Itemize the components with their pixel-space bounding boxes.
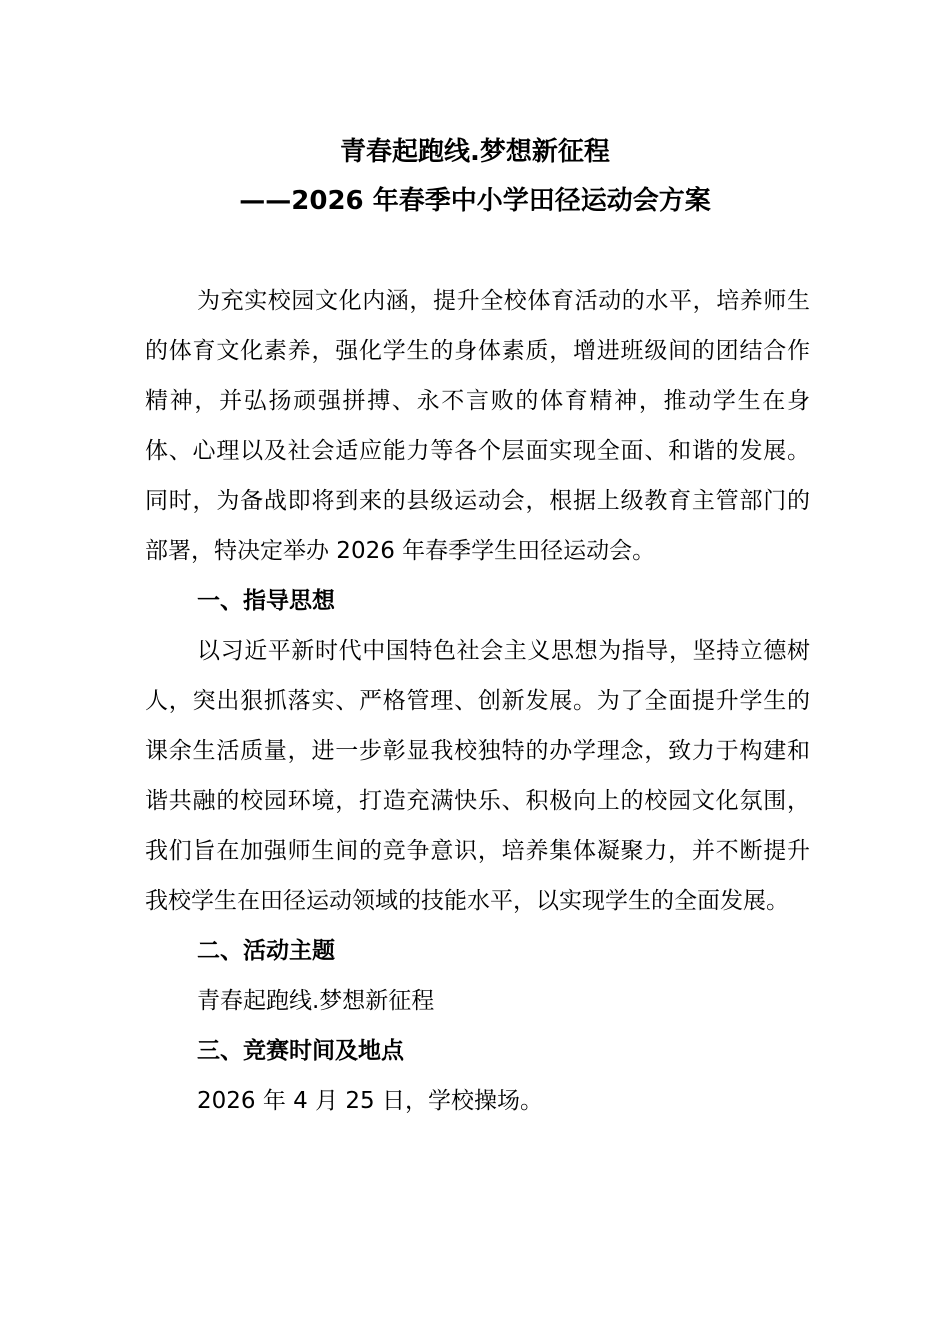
section-heading-activity-theme: 二、活动主题 (197, 938, 335, 964)
section-text-time-and-venue: 2026 年 4 月 25 日，学校操场。 (197, 1088, 543, 1114)
document-subtitle: ——2026 年春季中小学田径运动会方案 (239, 186, 711, 216)
document-body (145, 276, 810, 1126)
section-paragraph-guiding-ideology: 以习近平新时代中国特色社会主义思想为指导，坚持立德树人，突出狠抓落实、严格管理、创新发展。为了全面提升学生的课余生活质量，进一步彰显我校独特的办学理念，致力于构建和谐共融的校园环境，打造充满快乐、积极向上的校园文化氛围，我们旨在加强师生间的竞争意识，培养集体凝聚力，并不断提升我校学生在田径运动领域的技能水平，以实现学生的全面发展。 (145, 638, 810, 914)
intro-paragraph: 为充实校园文化内涵，提升全校体育活动的水平，培养师生的体育文化素养，强化学生的身体素质，增进班级间的团结合作精神，并弘扬顽强拼搏、永不言败的体育精神，推动学生在身体、心理以及社会适应能力等各个层面实现全面、和谐的发展。同时，为备战即将到来的县级运动会，根据上级教育主管部门的部署，特决定举办 2026 年春季学生田径运动会。 (145, 288, 810, 564)
document-title: 青春起跑线.梦想新征程 (340, 137, 610, 167)
section-heading-time-and-venue: 三、竞赛时间及地点 (197, 1038, 404, 1064)
section-text-activity-theme: 青春起跑线.梦想新征程 (197, 988, 435, 1014)
section-heading-guiding-ideology: 一、指导思想 (197, 588, 335, 614)
